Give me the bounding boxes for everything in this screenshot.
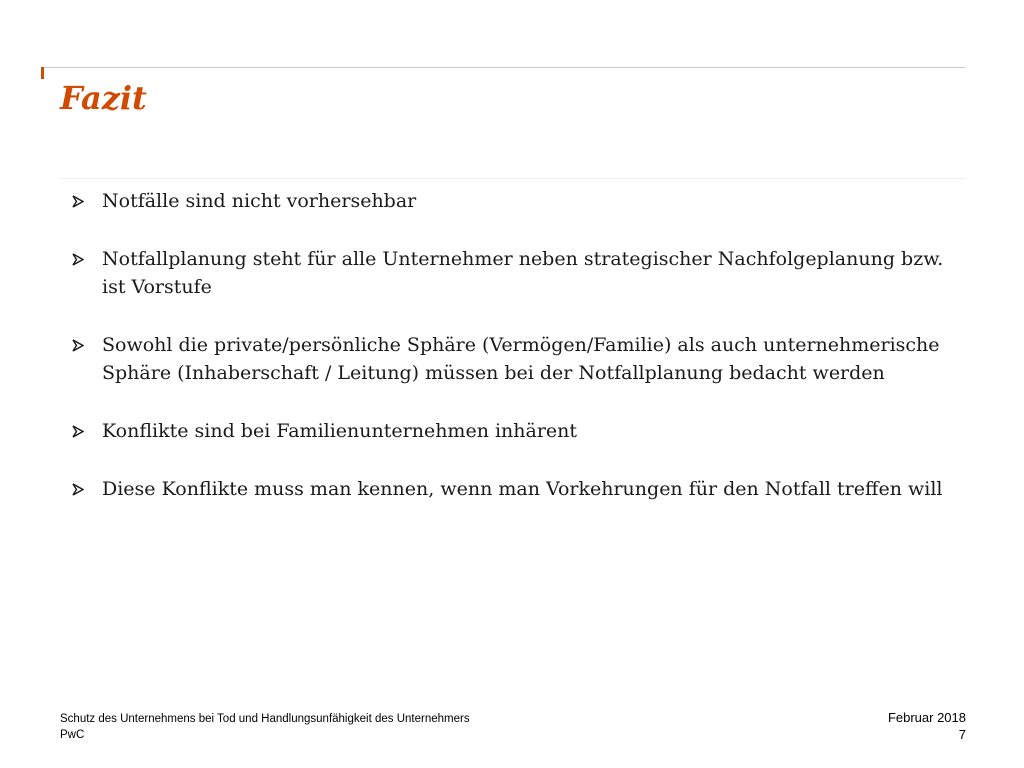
bullet-item — [72, 187, 952, 215]
arrowhead-bullet-icon — [72, 253, 84, 266]
corner-accent-mark — [41, 67, 44, 79]
footer-date: Februar 2018 — [887, 710, 966, 725]
arrowhead-bullet-icon — [72, 483, 84, 496]
page-number: 7 — [958, 727, 966, 742]
arrowhead-bullet-icon — [72, 195, 84, 208]
bullet-text: Notfälle sind nicht vorhersehbar — [102, 190, 417, 212]
header-rule — [43, 67, 965, 68]
arrowhead-bullet-icon — [72, 339, 84, 352]
bullet-text: Notfallplanung steht für alle Unternehmer neben strategischer Nachfolgeplanung bzw. ist Vorstufe — [102, 248, 944, 298]
bullet-list — [72, 187, 952, 503]
bullet-item — [72, 417, 952, 445]
bullet-text: Konflikte sind bei Familienunternehmen inhärent — [102, 420, 578, 442]
footer-presentation-title: Schutz des Unternehmens bei Tod und Handlungsunfähigkeit des Unternehmers — [60, 713, 470, 725]
footer-right — [888, 709, 966, 743]
footer-company: PwC — [60, 729, 85, 741]
title-divider — [60, 178, 965, 179]
bullet-item — [72, 331, 952, 387]
slide-title: Fazit — [60, 79, 147, 117]
arrowhead-bullet-icon — [72, 425, 84, 438]
footer-left — [60, 711, 470, 743]
bullet-item — [72, 245, 952, 301]
bullet-text: Diese Konflikte muss man kennen, wenn man Vorkehrungen für den Notfall treffen will — [102, 478, 943, 500]
bullet-item — [72, 475, 952, 503]
bullet-text: Sowohl die private/persönliche Sphäre (Vermögen/Familie) als auch unternehmerische Sphäre (Inhaberschaft / Leitung) müssen bei der Notfallplanung bedacht werden — [102, 334, 940, 384]
